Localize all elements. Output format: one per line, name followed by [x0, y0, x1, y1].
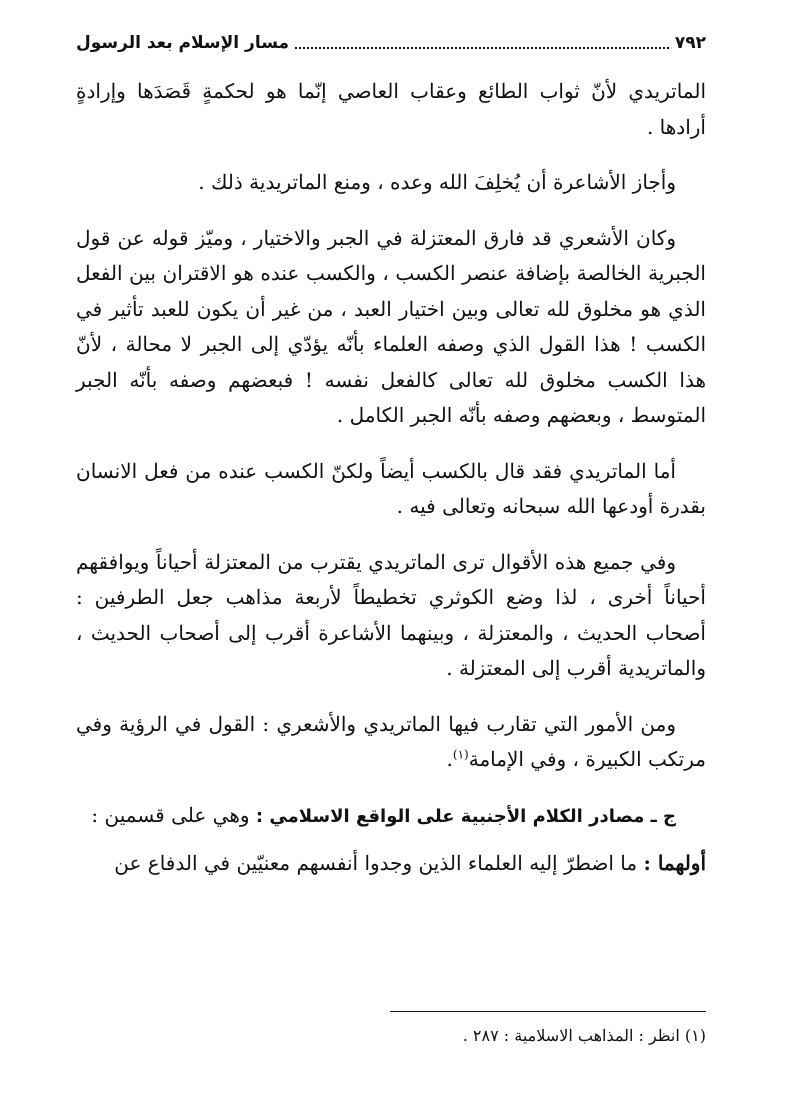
section-item-1: [76, 846, 706, 882]
footnote: (١) انظر : المذاهب الاسلامية : ٢٨٧ .: [462, 1026, 706, 1045]
page-number: ٧٩٢: [674, 33, 706, 53]
page-header: [76, 28, 706, 58]
header-leader-dots: [295, 37, 669, 49]
paragraph-6-end: .: [446, 747, 453, 771]
paragraph-6: [76, 707, 706, 778]
paragraph-6-text: ومن الأمور التي تقارب فيها الماتريدي والأشعري : القول في الرؤية وفي مرتكب الكبيرة ، وفي الإمامة: [76, 711, 706, 771]
paragraph-5: وفي جميع هذه الأقوال ترى الماتريدي يقترب من المعتزلة أحياناً ويوافقهم أحياناً أخرى ، لذا وضع الكوثري تخطيطاً لأربعة مذاهب جعل الطرفين : أصحاب الحديث ، والمعتزلة ، وبينهما الأشاعرة أقرب إلى أصحاب الحديث ، والماتريدية أقرب إلى المعتزلة .: [76, 549, 706, 680]
body-text: [76, 74, 706, 902]
section-item-1-text: ما اضطرّ إليه العلماء الذين وجدوا أنفسهم معنيّين في الدفاع عن: [114, 851, 644, 875]
running-title: مسار الإسلام بعد الرسول: [76, 33, 290, 53]
section-item-1-lead: أولهما :: [643, 851, 706, 875]
footnote-divider: [390, 1011, 706, 1012]
paragraph-2: وأجاز الأشاعرة أن يُخلِفَ الله وعده ، ومنع الماتريدية ذلك .: [198, 170, 676, 194]
section-heading-rest: وهي على قسمين :: [91, 802, 256, 827]
section-heading: [76, 798, 706, 835]
paragraph-1: الماتريدي لأنّ ثواب الطائع وعقاب العاصي إنّما هو لحكمةٍ قَصَدَها وإرادةٍ أرادها .: [76, 79, 706, 139]
section-heading-title: ج ـ مصادر الكلام الأجنبية على الواقع الاسلامي :: [255, 805, 676, 827]
paragraph-4: أما الماتريدي فقد قال بالكسب أيضاً ولكنّ الكسب عنده من فعل الانسان بقدرة أودعها الله سبحانه وتعالى فيه .: [76, 458, 706, 518]
paragraph-3: وكان الأشعري قد فارق المعتزلة في الجبر والاختيار ، وميّز قوله عن قول الجبرية الخالصة بإضافة عنصر الكسب ، والكسب عنده هو الاقتران بين الفعل الذي هو مخلوق لله تعالى وبين اختيار العبد ، من غير أن يكون للعبد تأثير في الكسب ! هذا القول الذي وصفه العلماء بأنّه يؤدّي إلى الجبر لا محالة ، لأنّ هذا الكسب مخلوق لله تعالى كالفعل نفسه ! فبعضهم وصفه بأنّه الجبر المتوسط ، وبعضهم وصفه بأنّه الجبر الكامل .: [76, 225, 706, 427]
footnote-ref: (١): [452, 747, 469, 762]
